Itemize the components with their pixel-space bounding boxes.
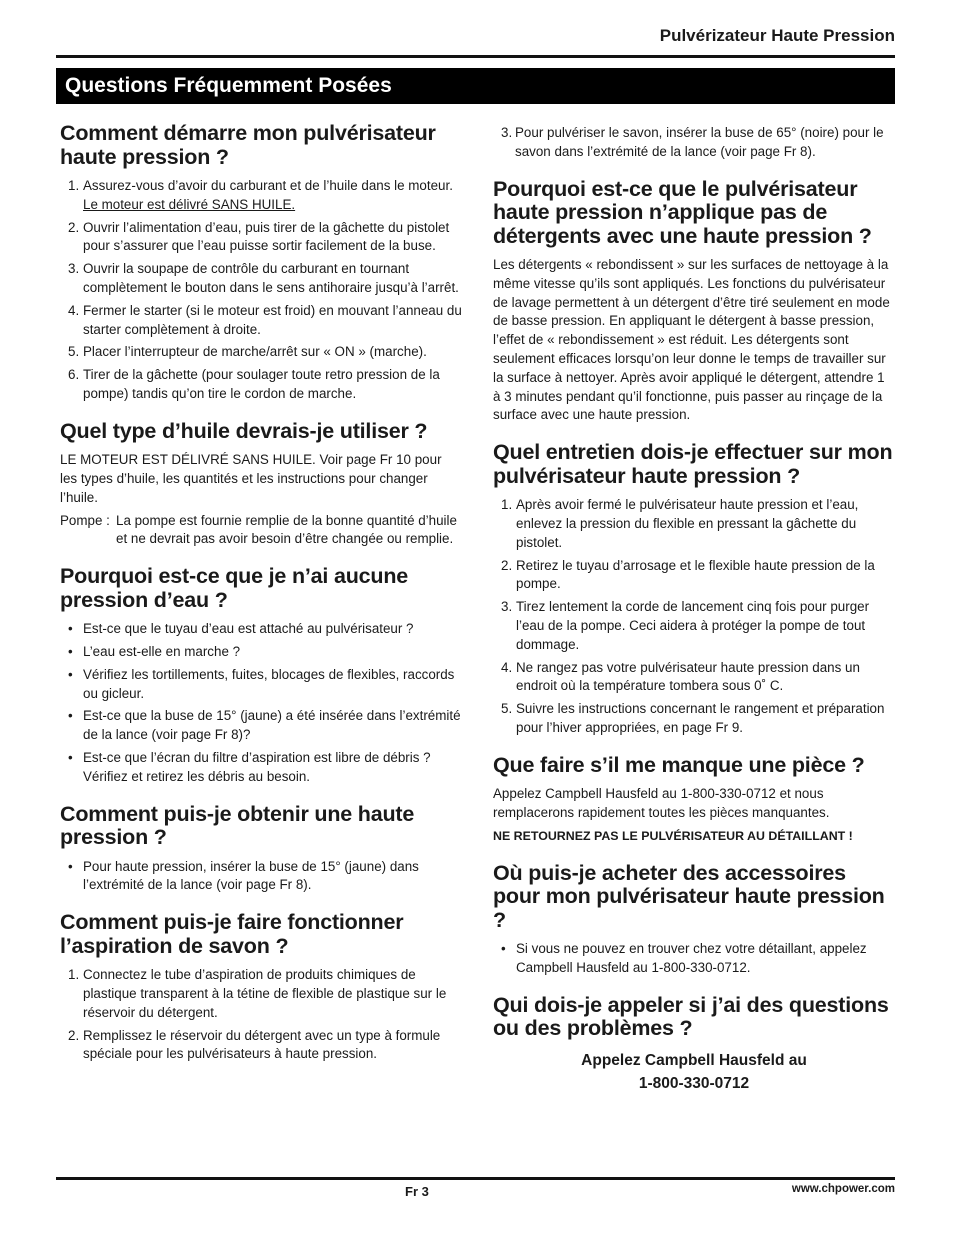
- list-item: 3. Tirez lentement la corde de lancement cinq fois pour purger l’eau de la pompe. Ceci aidera à protéger la pompe de tout dommage.: [501, 599, 870, 652]
- faq-soap-continued: [493, 124, 895, 162]
- faq-detergent: [493, 178, 895, 426]
- numbered-list: [60, 966, 462, 1064]
- list-item: 2. Retirez le tuyau d’arrosage et le flexible haute pression de la pompe.: [501, 557, 875, 592]
- left-column: [60, 122, 462, 1080]
- faq-heading: Qui dois-je appeler si j’ai des questions ou des problèmes ?: [493, 992, 889, 1041]
- pump-label: Pompe :: [60, 512, 110, 528]
- list-item: • Si vous ne pouvez en trouver chez votre détaillant, appelez Campbell Hausfeld au 1-800-330-0712.: [501, 941, 867, 976]
- list-item: 2. Ouvrir l’alimentation d’eau, puis tirer de la gâchette du pistolet pour s’assurer que l’eau puisse sortir facilement de la buse.: [68, 219, 450, 254]
- underlined-note: Le moteur est délivré SANS HUILE.: [83, 196, 296, 212]
- contact-callout: [493, 1049, 895, 1096]
- document-header-title: Pulvérizateur Haute Pression: [659, 26, 895, 45]
- paragraph: Appelez Campbell Hausfeld au 1-800-330-0712 et nous remplacerons rapidement toutes les pièces manquantes.: [493, 786, 830, 821]
- faq-high-pressure: [60, 803, 462, 896]
- list-item: • Vérifiez les tortillements, fuites, blocages de flexibles, raccords ou gicleur.: [68, 666, 455, 701]
- list-item: • Pour haute pression, insérer la buse de 15° (jaune) dans l’extrémité de la lance (voir page Fr 8).: [68, 858, 419, 893]
- faq-heading: Comment puis-je obtenir une haute pression ?: [60, 801, 415, 850]
- footer-rule: [56, 1177, 895, 1180]
- faq-start: [60, 122, 462, 404]
- list-item: • Est-ce que l’écran du filtre d’aspiration est libre de débris ? Vérifiez et retirez les débris au besoin.: [68, 750, 431, 784]
- list-item: 4. Ne rangez pas votre pulvérisateur haute pression dans un endroit où la température tombera sous 0˚ C.: [501, 659, 860, 694]
- paragraph: LE MOTEUR EST DÉLIVRÉ SANS HUILE. Voir page Fr 10 pour les types d’huile, les quantités et les instructions pour changer l’huile.: [60, 452, 442, 505]
- list-item: 6. Tirer de la gâchette (pour soulager toute retro pression de la pompe) tandis qu’on tire le cordon de marche.: [68, 367, 440, 401]
- faq-heading: Comment puis-je faire fonctionner l’aspiration de savon ?: [60, 910, 404, 958]
- list-item: • Est-ce que la buse de 15° (jaune) a été insérée dans l’extrémité de la lance (voir page Fr 8)?: [68, 708, 461, 743]
- faq-maintenance: [493, 441, 895, 738]
- faq-contact: [493, 994, 895, 1096]
- faq-heading: Pourquoi est-ce que je n’ai aucune pression d’eau ?: [60, 564, 409, 612]
- faq-soap-suction: [60, 911, 462, 1064]
- bullet-list: [60, 858, 462, 896]
- faq-accessories: [493, 862, 895, 978]
- list-item: 1. Assurez-vous d’avoir du carburant et de l’huile dans le moteur. Le moteur est délivré SANS HUILE.: [68, 178, 453, 212]
- faq-heading: Quel entretien dois-je effectuer sur mon pulvérisateur haute pression ?: [493, 440, 893, 488]
- list-item: 4. Fermer le starter (si le moteur est froid) en mouvant l’anneau du starter complètement à droite.: [68, 302, 462, 337]
- list-item: 1. Après avoir fermé le pulvérisateur haute pression et l’eau, enlevez la pression du flexible en pressant la gâchette du pistolet.: [501, 497, 859, 550]
- faq-no-pressure: [60, 565, 462, 786]
- right-column: [493, 124, 895, 1112]
- header-rule: [56, 55, 895, 58]
- page-number: Fr 3: [405, 1184, 429, 1199]
- numbered-list: [60, 177, 462, 404]
- faq-oil-type: [60, 420, 462, 549]
- contact-line: Appelez Campbell Hausfeld au: [581, 1051, 807, 1069]
- bullet-list: [60, 620, 462, 786]
- numbered-list: [493, 124, 895, 162]
- numbered-list: [493, 496, 895, 738]
- list-item: 1. Connectez le tube d’aspiration de produits chimiques de plastique transparent à la tétine de flexible de plastique sur le réservoir du détergent.: [68, 967, 447, 1020]
- faq-heading: Comment démarre mon pulvérisateur haute pression ?: [60, 121, 436, 169]
- list-item: 2. Remplissez le réservoir du détergent avec un type à formule spéciale pour les pulvérisateurs à haute pression.: [68, 1027, 441, 1062]
- list-item: 5. Suivre les instructions concernant le rangement et préparation pour l’hiver appropriées, en page Fr 9.: [501, 701, 885, 736]
- faq-missing-part: [493, 754, 895, 846]
- section-banner: Questions Fréquemment Posées: [56, 68, 895, 104]
- list-item: 3. Pour pulvériser le savon, insérer la buse de 65° (noire) pour le savon dans l’extrémité de la lance (voir page Fr 8).: [501, 125, 884, 159]
- paragraph: Les détergents « rebondissent » sur les surfaces de nettoyage à la même vitesse qu’ils sont appliqués. Les fonctions du pulvérisateur de lavage permettent à un détergent d’être tiré seulement en mode de basse pression. En appliquant le détergent à basse pression, l’effet de « rebondissement » est réduit. Les détergents sont seulement efficaces lorsqu’on leur donne le temps de travailler sur la surface à nettoyer. Après avoir appliqué le détergent, attendre 1 à 3 minutes pendant qu’il fonctionne, puis passer au rinçage de la surface avec une haute pression.: [493, 257, 890, 423]
- website-url: www.chpower.com: [791, 1183, 895, 1195]
- contact-phone: 1-800-330-0712: [638, 1075, 750, 1093]
- list-item: 3. Ouvrir la soupape de contrôle du carburant en tournant complètement le bouton dans le sens antihoraire jusqu’à l’arrêt.: [68, 261, 459, 295]
- faq-heading: Quel type d’huile devrais-je utiliser ?: [60, 418, 428, 443]
- bullet-list: [493, 940, 895, 978]
- list-item: 5. Placer l’interrupteur de marche/arrêt sur « ON » (marche).: [68, 344, 427, 360]
- faq-heading: Où puis-je acheter des accessoires pour mon pulvérisateur haute pression ?: [493, 860, 885, 932]
- warning-text: NE RETOURNEZ PAS LE PULVÉRISATEUR AU DÉTAILLANT !: [493, 828, 853, 843]
- faq-heading: Que faire s’il me manque une pièce ?: [493, 752, 865, 777]
- pump-text: La pompe est fournie remplie de la bonne quantité d’huile et ne devrait pas avoir besoin d’être changée ou remplie.: [116, 512, 457, 547]
- list-item: • Est-ce que le tuyau d’eau est attaché au pulvérisateur ?: [68, 621, 414, 637]
- pump-note: [60, 512, 462, 550]
- faq-heading: Pourquoi est-ce que le pulvérisateur haute pression n’applique pas de détergents avec une haute pression ?: [493, 176, 872, 248]
- list-item: • L’eau est-elle en marche ?: [68, 644, 241, 660]
